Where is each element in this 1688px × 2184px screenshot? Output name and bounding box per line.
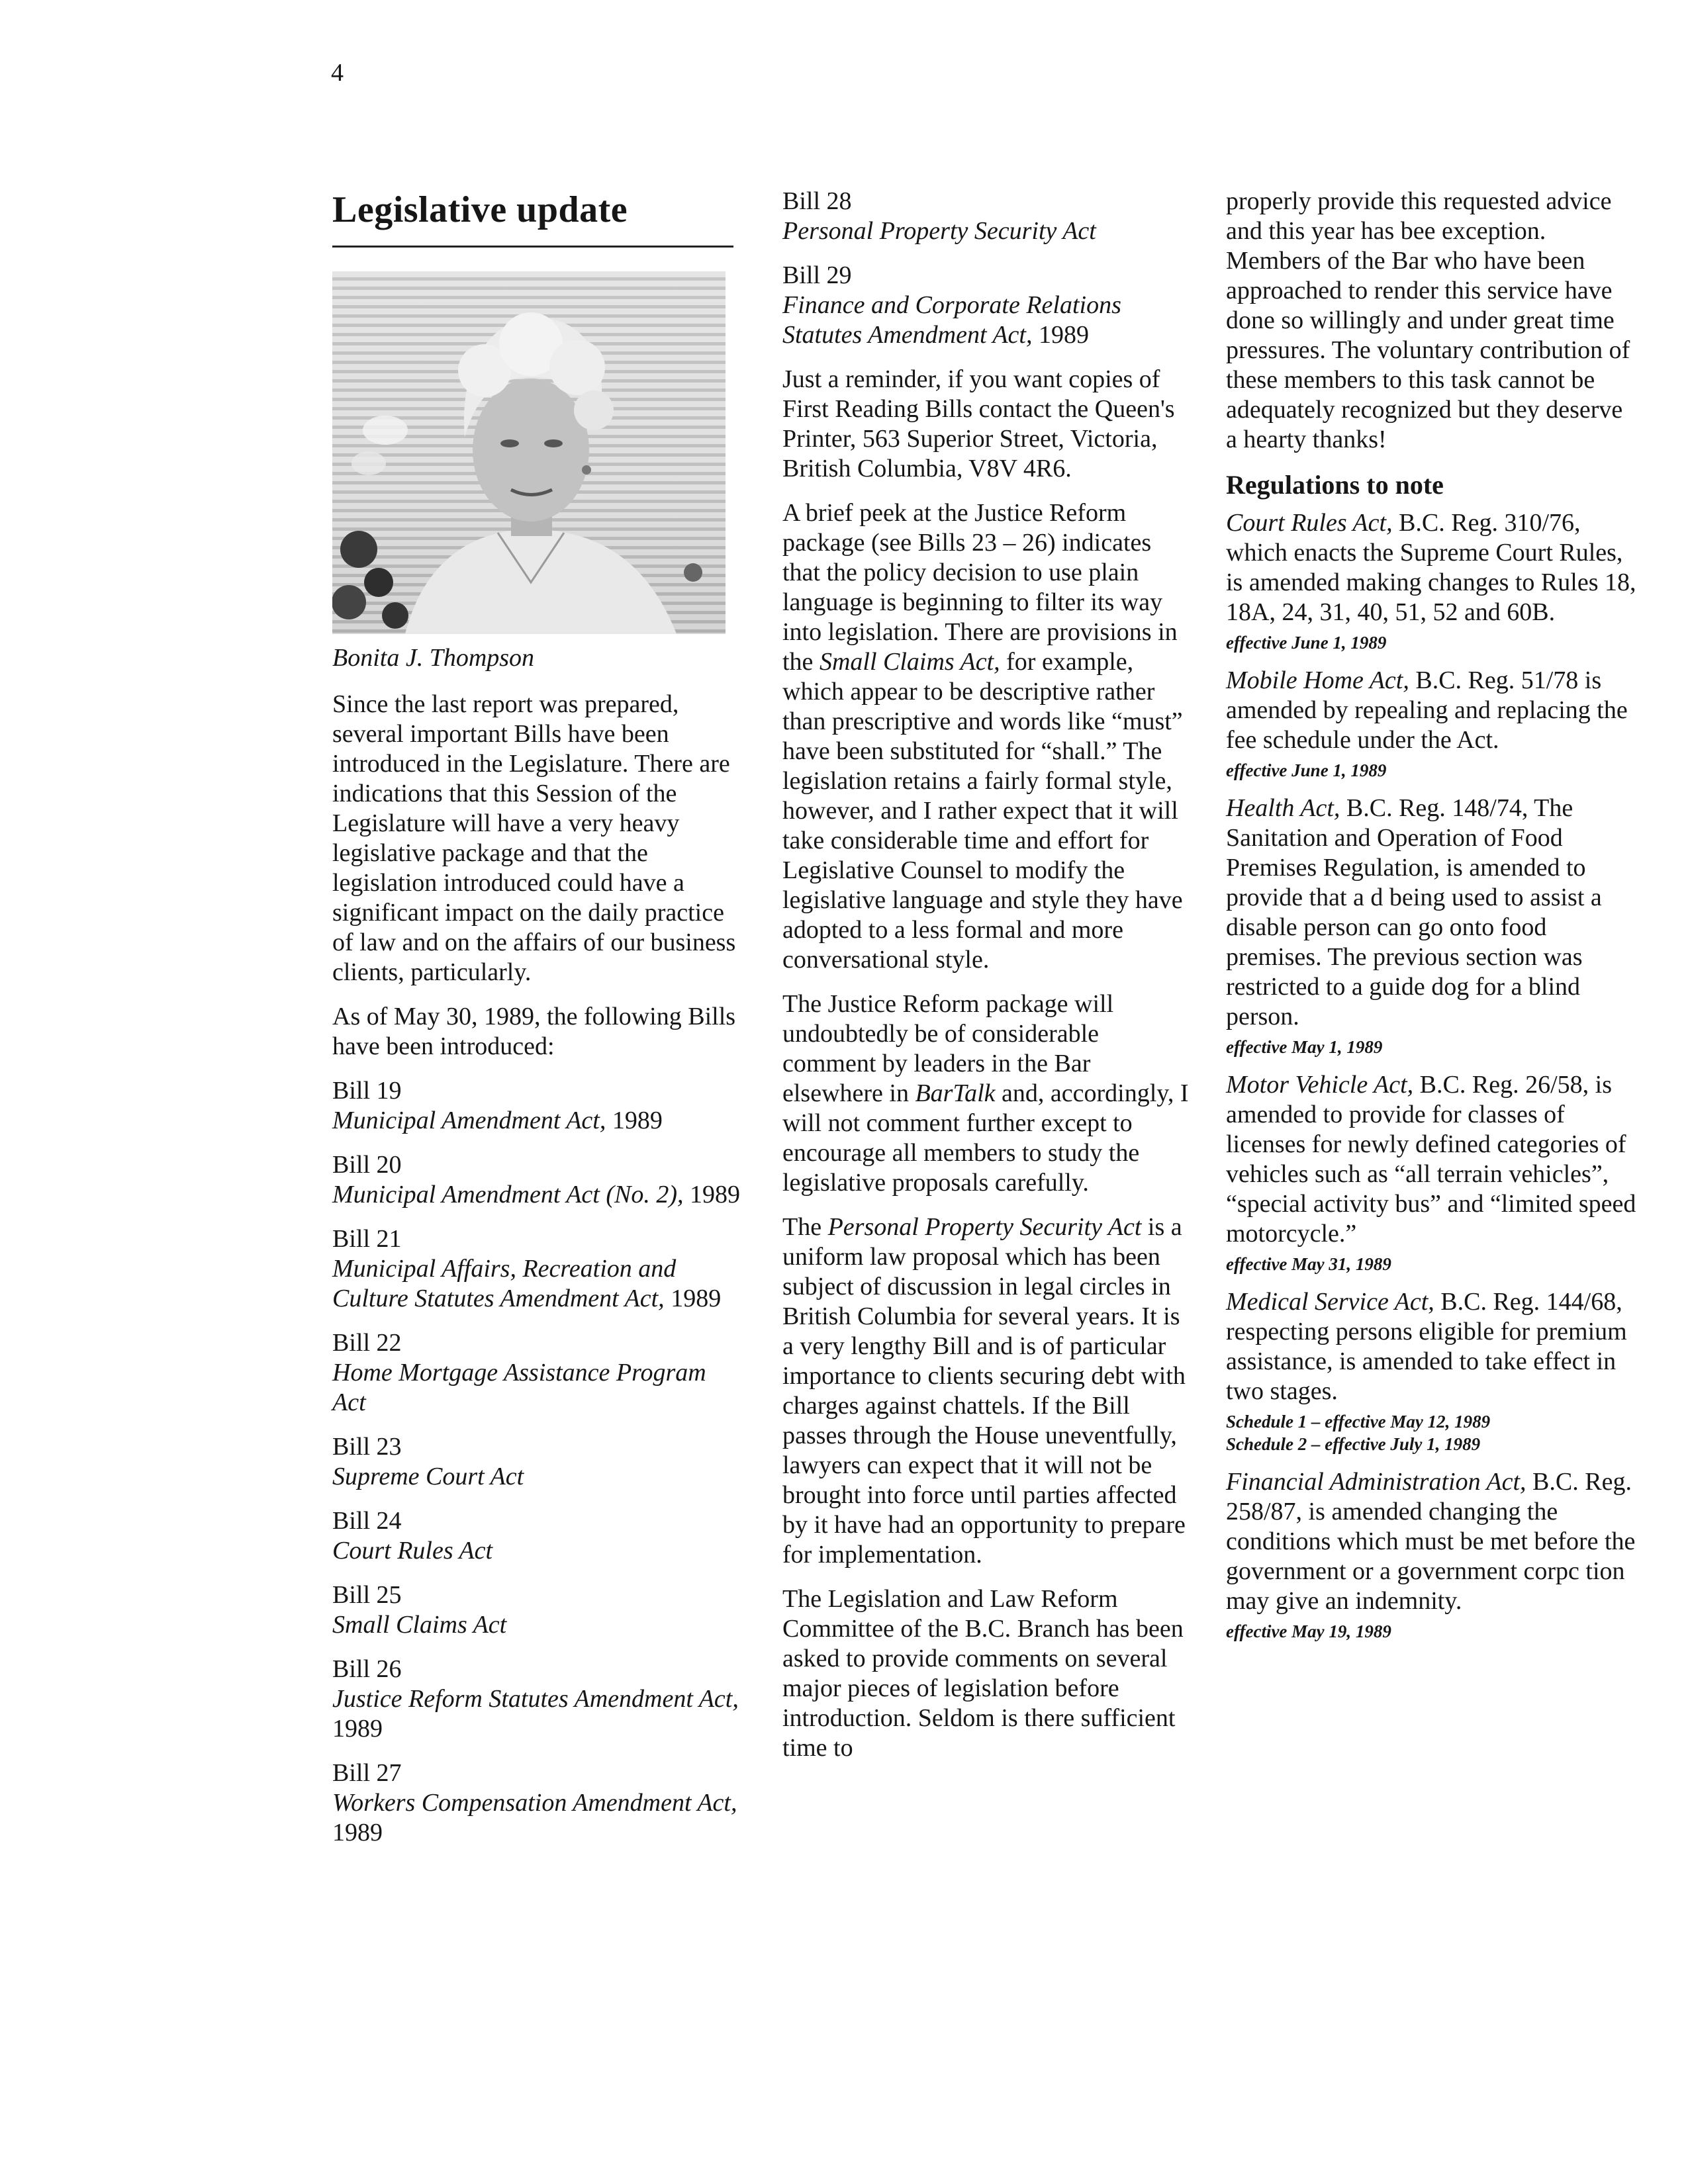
regulation-text: Financial Administration Act, B.C. Reg. 258/87, is amended changing the conditions which must be met before the government or a government corpc tion may give an indemnity. [1226, 1468, 1636, 1615]
bill-act-title: Home Mortgage Assistance Program Act [332, 1358, 706, 1416]
bill-act-title: Finance and Corporate Relations Statutes Amendment Act, 1989 [782, 291, 1121, 349]
bill-entry [332, 1076, 743, 1136]
committee-paragraph-continued: properly provide this requested advice and this year has bee exception. Members of the Bar who have been approached to render this service have done so willingly and under great time pressures. The voluntary contribution of these members to this task cannot be adequately recognized but they deserve a hearty thanks! [1226, 187, 1630, 453]
regulation-text: Motor Vehicle Act, B.C. Reg. 26/58, is amended to provide for classes of licenses for newly defined categories of vehicles such as “all terrain vehicles”, “special activity bus” and “limited speed motorcycle.” [1226, 1071, 1636, 1248]
bill-number: Bill 23 [332, 1432, 402, 1461]
justice-reform-paragraph: A brief peek at the Justice Reform package (see Bills 23 – 26) indicates that the policy decision to use plain language is beginning to filter its way into legislation. There are provisions in the Small Claims Act, for example, which appear to be descriptive rather than prescriptive and words like “must” have been substituted for “shall.” The legislation retains a fairly formal style, however, and I rather expect that it will take considerable time and effort for Legislative Counsel to modify the legislative language and style they have adopted to a less formal and more conversational style. [782, 499, 1183, 974]
bill-number: Bill 22 [332, 1328, 402, 1357]
bill-act-title: Court Rules Act [332, 1536, 493, 1565]
portrait-photo [332, 271, 726, 634]
effective-date: effective May 31, 1989 [1226, 1254, 1391, 1274]
regulation-entry [1226, 666, 1636, 782]
photo-caption: Bonita J. Thompson [332, 643, 535, 672]
bill-act-title: Justice Reform Statutes Amendment Act, 1989 [332, 1684, 739, 1743]
bill-number: Bill 20 [332, 1150, 402, 1179]
committee-paragraph: The Legislation and Law Reform Committee of the B.C. Branch has been asked to provide comments on several major pieces of legislation before introduction. Seldom is there sufficient time to [782, 1585, 1184, 1762]
bill-act-title: Supreme Court Act [332, 1462, 524, 1490]
regulation-text: Health Act, B.C. Reg. 148/74, The Sanitation and Operation of Food Premises Regulation, is amended to provide that a d being used to assist a disable person can go onto food premises. The previous section was restricted to a guide dog for a blind person. [1226, 794, 1602, 1030]
bills-intro-paragraph: As of May 30, 1989, the following Bills have been introduced: [332, 1002, 736, 1060]
regulation-text: Court Rules Act, B.C. Reg. 310/76, which enacts the Supreme Court Rules, is amended making changes to Rules 18, 18A, 24, 31, 40, 51, 52 and 60B. [1226, 509, 1636, 626]
bill-list-column-1 [332, 1076, 743, 1848]
page-title: Legislative update [332, 189, 628, 230]
bill-entry [332, 1328, 743, 1418]
bill-number: Bill 21 [332, 1224, 402, 1253]
bill-number: Bill 28 [782, 187, 852, 215]
reminder-paragraph: Just a reminder, if you want copies of First Reading Bills contact the Queen's Printer, 563 Superior Street, Victoria, British Columbia, V8V 4R6. [782, 365, 1175, 482]
regulation-entry [1226, 1070, 1636, 1275]
column-3 [1226, 187, 1636, 1655]
effective-date: Schedule 1 – effective May 12, 1989 [1226, 1412, 1491, 1432]
bill-entry [332, 1432, 743, 1492]
bill-entry [332, 1580, 743, 1640]
page-number: 4 [331, 59, 344, 87]
bill-number: Bill 29 [782, 261, 852, 289]
bill-list-column-2 [782, 187, 1193, 350]
bill-entry [332, 1224, 743, 1314]
intro-paragraph: Since the last report was prepared, several important Bills have been introduced in the Legislature. There are indications that this Session of the Legislature will have a very heavy legislative package and that the legislation introduced could have a significant impact on the daily practice of law and on the affairs of our business clients, particularly. [332, 690, 736, 986]
comment-paragraph: The Justice Reform package will undoubtedly be of considerable comment by leaders in the Bar elsewhere in BarTalk and, accordingly, I will not comment further except to encourage all members to study the legislative proposals carefully. [782, 990, 1189, 1197]
bill-entry [332, 1758, 743, 1848]
bill-entry [782, 187, 1193, 246]
regulation-entry [1226, 1467, 1636, 1643]
bill-act-title: Workers Compensation Amendment Act, 1989 [332, 1788, 737, 1846]
effective-date: Schedule 2 – effective July 1, 1989 [1226, 1434, 1481, 1454]
bill-number: Bill 24 [332, 1506, 402, 1535]
bill-entry [782, 261, 1193, 350]
effective-date: effective June 1, 1989 [1226, 760, 1387, 780]
ppsa-paragraph: The Personal Property Security Act is a uniform law proposal which has been subject of discussion in legal circles in British Columbia for several years. It is a very lengthy Bill and is of particular importance to clients securing debt with charges against chattels. If the Bill passes through the House uneventfully, lawyers can expect that it will not be brought into force until parties affected by it have had an opportunity to prepare for implementation. [782, 1213, 1186, 1569]
bill-entry [332, 1506, 743, 1566]
bill-number: Bill 25 [332, 1580, 402, 1609]
effective-date: effective June 1, 1989 [1226, 633, 1387, 653]
regulation-entry [1226, 794, 1636, 1058]
regulations-list [1226, 508, 1636, 1643]
title-divider [332, 246, 733, 248]
bill-number: Bill 27 [332, 1758, 402, 1787]
regulation-text: Mobile Home Act, B.C. Reg. 51/78 is amended by repealing and replacing the fee schedule under the Act. [1226, 666, 1628, 754]
effective-date: effective May 1, 1989 [1226, 1037, 1383, 1057]
regulation-entry [1226, 508, 1636, 654]
regulation-entry [1226, 1287, 1636, 1455]
column-1 [332, 187, 743, 1862]
bill-number: Bill 26 [332, 1655, 402, 1683]
regulation-text: Medical Service Act, B.C. Reg. 144/68, respecting persons eligible for premium assistance, is amended to take effect in two stages. [1226, 1288, 1627, 1405]
bill-act-title: Municipal Affairs, Recreation and Culture Statutes Amendment Act, 1989 [332, 1254, 722, 1312]
effective-date: effective May 19, 1989 [1226, 1621, 1391, 1641]
bill-entry [332, 1655, 743, 1744]
bill-entry [332, 1150, 743, 1210]
column-2 [782, 187, 1193, 1778]
bill-act-title: Municipal Amendment Act, 1989 [332, 1106, 663, 1134]
bill-act-title: Personal Property Security Act [782, 217, 1096, 245]
regulations-heading: Regulations to note [1226, 470, 1444, 500]
bill-number: Bill 19 [332, 1076, 402, 1105]
bill-act-title: Small Claims Act [332, 1610, 507, 1639]
bill-act-title: Municipal Amendment Act (No. 2), 1989 [332, 1180, 740, 1208]
